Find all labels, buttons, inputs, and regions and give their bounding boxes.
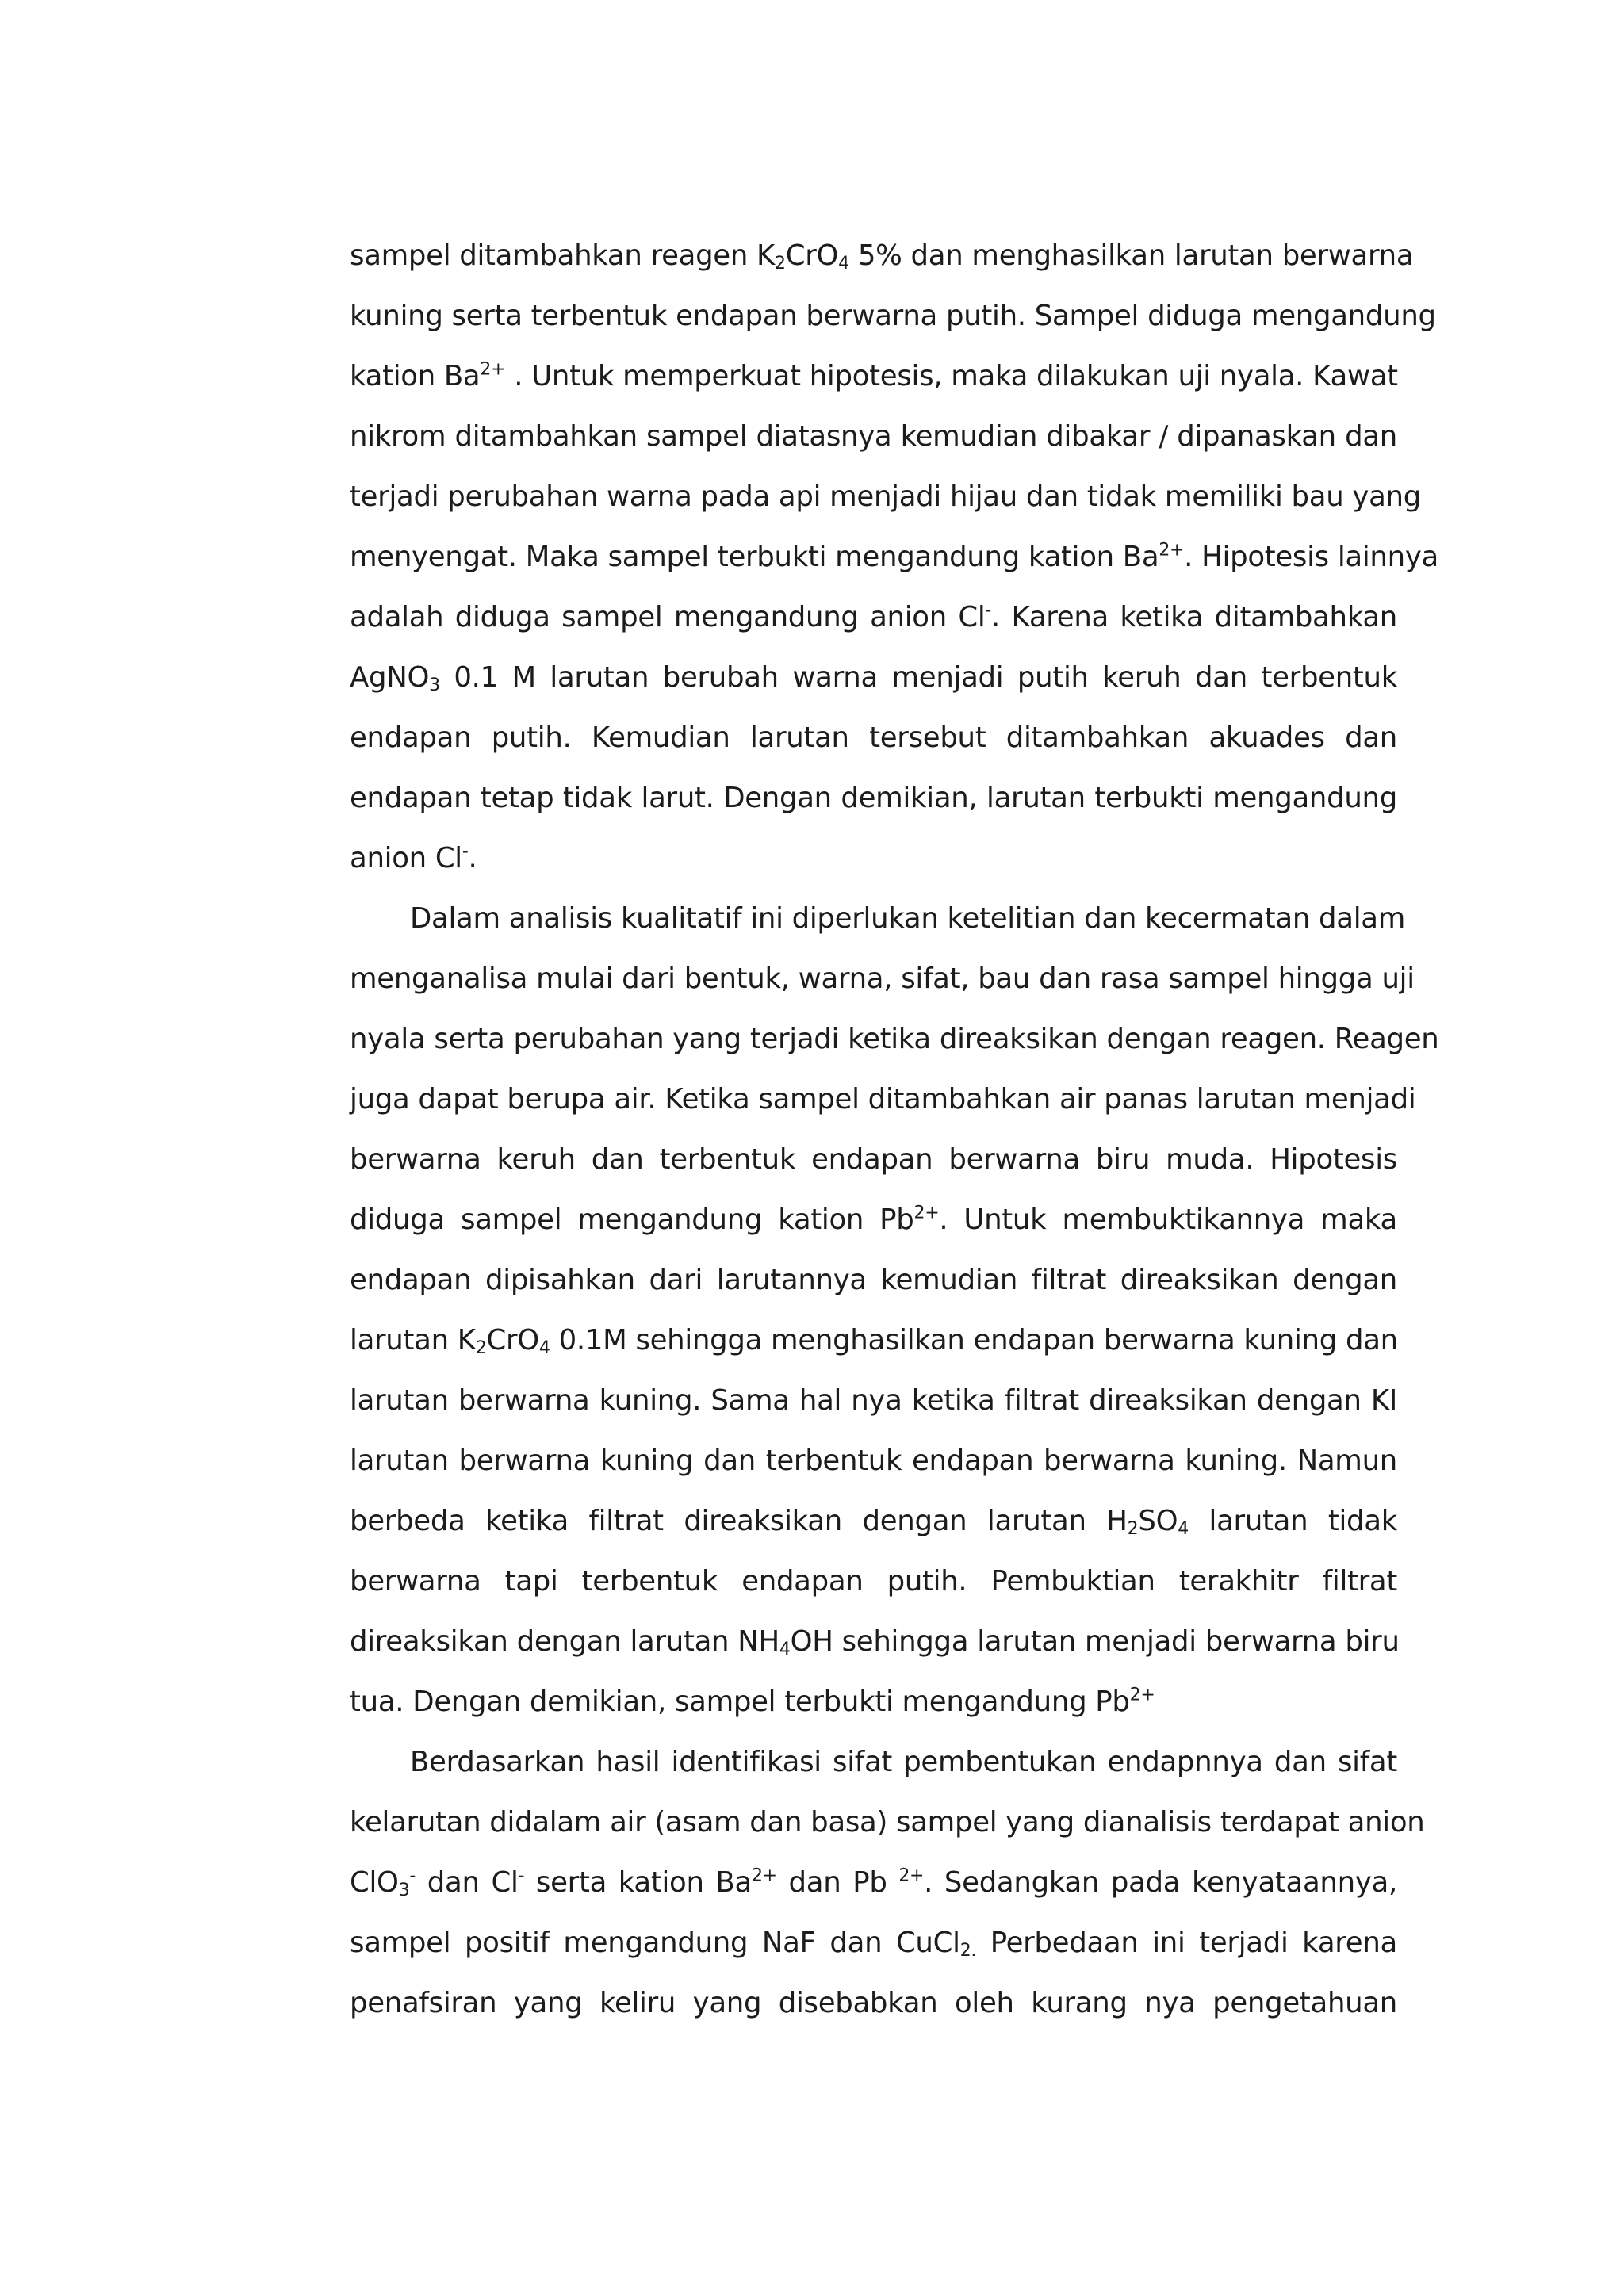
text-segment: . Untuk memperkuat hipotesis, maka dilakukan uji nyala. Kawat xyxy=(505,360,1398,392)
text-line xyxy=(350,286,1436,346)
text-segment: larutan K xyxy=(350,1324,476,1357)
text-segment: Perbedaan ini terjadi karena xyxy=(976,1927,1397,1959)
text-segment: 5% dan menghasilkan larutan berwarna xyxy=(848,239,1414,272)
text-line xyxy=(350,889,1405,949)
text-segment: . Sedangkan pada kenyataannya, xyxy=(924,1866,1397,1899)
text-segment: Dalam analisis kualitatif ini diperlukan ketelitian dan kecermatan dalam xyxy=(410,902,1405,935)
superscript: 2+ xyxy=(1129,1685,1155,1705)
text-segment: kelarutan didalam air (asam dan basa) sampel yang dianalisis terdapat anion xyxy=(350,1806,1425,1839)
paragraph xyxy=(350,889,1439,1732)
text-segment: berwarna keruh dan terbentuk endapan berwarna biru muda. Hipotesis xyxy=(350,1143,1397,1176)
text-segment: berwarna tapi terbentuk endapan putih. Pembuktian terakhitr filtrat xyxy=(350,1565,1397,1598)
text-segment: berbeda ketika filtrat direaksikan dengan larutan H xyxy=(350,1505,1128,1537)
superscript: - xyxy=(462,841,469,862)
text-segment: 0.1 M larutan berubah warna menjadi putih keruh dan terbentuk xyxy=(439,661,1397,694)
paragraph xyxy=(350,1732,1425,2034)
text-line xyxy=(350,768,1397,828)
text-segment: direaksikan dengan larutan NH xyxy=(350,1625,779,1658)
text-segment: diduga sampel mengandung kation Pb xyxy=(350,1203,914,1236)
subscript: 2 xyxy=(775,253,786,274)
text-segment: serta kation Ba xyxy=(524,1866,752,1899)
text-segment: larutan tidak xyxy=(1188,1505,1397,1537)
paragraph xyxy=(350,226,1438,889)
text-segment: CrO xyxy=(486,1324,539,1357)
text-segment: larutan berwarna kuning dan terbentuk endapan berwarna kuning. Namun xyxy=(350,1445,1397,1477)
text-line xyxy=(350,1190,1397,1250)
superscript: 2+ xyxy=(480,359,506,380)
text-segment: . Hipotesis lainnya xyxy=(1184,541,1438,573)
text-line xyxy=(350,708,1397,768)
text-segment: kuning serta terbentuk endapan berwarna putih. Sampel diduga mengandung xyxy=(350,300,1436,332)
text-line xyxy=(350,1431,1397,1491)
text-line xyxy=(350,1672,1397,1732)
text-line xyxy=(350,1009,1439,1070)
text-segment: endapan tetap tidak larut. Dengan demikian, larutan terbukti mengandung xyxy=(350,782,1397,814)
text-segment: . Untuk membuktikannya maka xyxy=(939,1203,1397,1236)
text-line xyxy=(350,1973,1397,2034)
text-line xyxy=(350,1371,1397,1431)
subscript: 4 xyxy=(1178,1518,1189,1539)
subscript: 2 xyxy=(1127,1518,1139,1539)
text-segment: ClO xyxy=(350,1866,399,1899)
text-segment: nyala serta perubahan yang terjadi ketika direaksikan dengan reagen. Reagen xyxy=(350,1023,1439,1055)
text-line xyxy=(350,1612,1400,1672)
text-segment: AgNO xyxy=(350,661,430,694)
text-segment: kation Ba xyxy=(350,360,481,392)
text-line xyxy=(350,407,1397,467)
text-segment: nikrom ditambahkan sampel diatasnya kemudian dibakar / dipanaskan dan xyxy=(350,420,1397,453)
text-line xyxy=(350,587,1397,648)
text-line xyxy=(350,648,1397,708)
text-line xyxy=(350,1070,1416,1130)
subscript: 4 xyxy=(538,1337,550,1358)
superscript: - xyxy=(518,1866,525,1886)
text-line xyxy=(350,1250,1397,1311)
text-line xyxy=(350,467,1421,527)
subscript: 4 xyxy=(779,1639,791,1659)
text-line xyxy=(350,1793,1425,1853)
superscript: 2+ xyxy=(914,1203,940,1223)
text-segment: sampel positif mengandung NaF dan CuCl xyxy=(350,1927,960,1959)
superscript: 2+ xyxy=(1159,540,1185,561)
text-line xyxy=(350,1552,1397,1612)
text-line xyxy=(350,949,1415,1009)
text-segment: . Karena ketika ditambahkan xyxy=(991,601,1397,633)
text-segment: larutan berwarna kuning. Sama hal nya ketika filtrat direaksikan dengan KI xyxy=(350,1384,1397,1417)
text-segment: terjadi perubahan warna pada api menjadi hijau dan tidak memiliki bau yang xyxy=(350,480,1421,513)
text-segment: menganalisa mulai dari bentuk, warna, sifat, bau dan rasa sampel hingga uji xyxy=(350,962,1415,995)
text-segment: 0.1M sehingga menghasilkan endapan berwarna kuning dan xyxy=(550,1324,1398,1357)
text-line xyxy=(350,226,1414,286)
superscript: - xyxy=(985,600,992,621)
text-segment: anion Cl xyxy=(350,842,462,874)
superscript: 2+ xyxy=(898,1866,925,1886)
subscript: 2 xyxy=(475,1337,487,1358)
text-segment: endapan putih. Kemudian larutan tersebut ditambahkan akuades dan xyxy=(350,721,1397,754)
text-line xyxy=(350,1853,1397,1913)
text-line xyxy=(350,527,1438,587)
text-segment: juga dapat berupa air. Ketika sampel ditambahkan air panas larutan menjadi xyxy=(350,1083,1416,1115)
text-line xyxy=(350,1732,1397,1793)
text-segment: menyengat. Maka sampel terbukti mengandung kation Ba xyxy=(350,541,1159,573)
text-line xyxy=(350,1311,1397,1371)
text-segment: dan Pb xyxy=(776,1866,899,1899)
subscript: 3 xyxy=(398,1880,410,1900)
text-segment: penafsiran yang keliru yang disebabkan oleh kurang nya pengetahuan xyxy=(350,1987,1397,2019)
superscript: - xyxy=(409,1866,416,1886)
subscript: 3 xyxy=(429,675,440,695)
text-segment: CrO xyxy=(785,239,839,272)
text-segment: endapan dipisahkan dari larutannya kemudian filtrat direaksikan dengan xyxy=(350,1264,1397,1296)
subscript: 4 xyxy=(838,253,849,274)
subscript: 2. xyxy=(959,1940,977,1961)
document-body xyxy=(350,226,1439,2034)
text-line xyxy=(350,828,1397,889)
text-segment: dan Cl xyxy=(416,1866,519,1899)
text-segment: Berdasarkan hasil identifikasi sifat pembentukan endapnnya dan sifat xyxy=(410,1746,1397,1778)
text-segment: sampel ditambahkan reagen K xyxy=(350,239,776,272)
text-segment: SO xyxy=(1138,1505,1178,1537)
text-segment: OH sehingga larutan menjadi berwarna biru xyxy=(790,1625,1400,1658)
text-segment: adalah diduga sampel mengandung anion Cl xyxy=(350,601,986,633)
text-line xyxy=(350,346,1397,407)
superscript: 2+ xyxy=(751,1866,777,1886)
text-line xyxy=(350,1913,1397,1973)
text-line xyxy=(350,1491,1397,1552)
text-line xyxy=(350,1130,1397,1190)
text-segment: . xyxy=(468,842,477,874)
text-segment: tua. Dengan demikian, sampel terbukti mengandung Pb xyxy=(350,1686,1130,1718)
